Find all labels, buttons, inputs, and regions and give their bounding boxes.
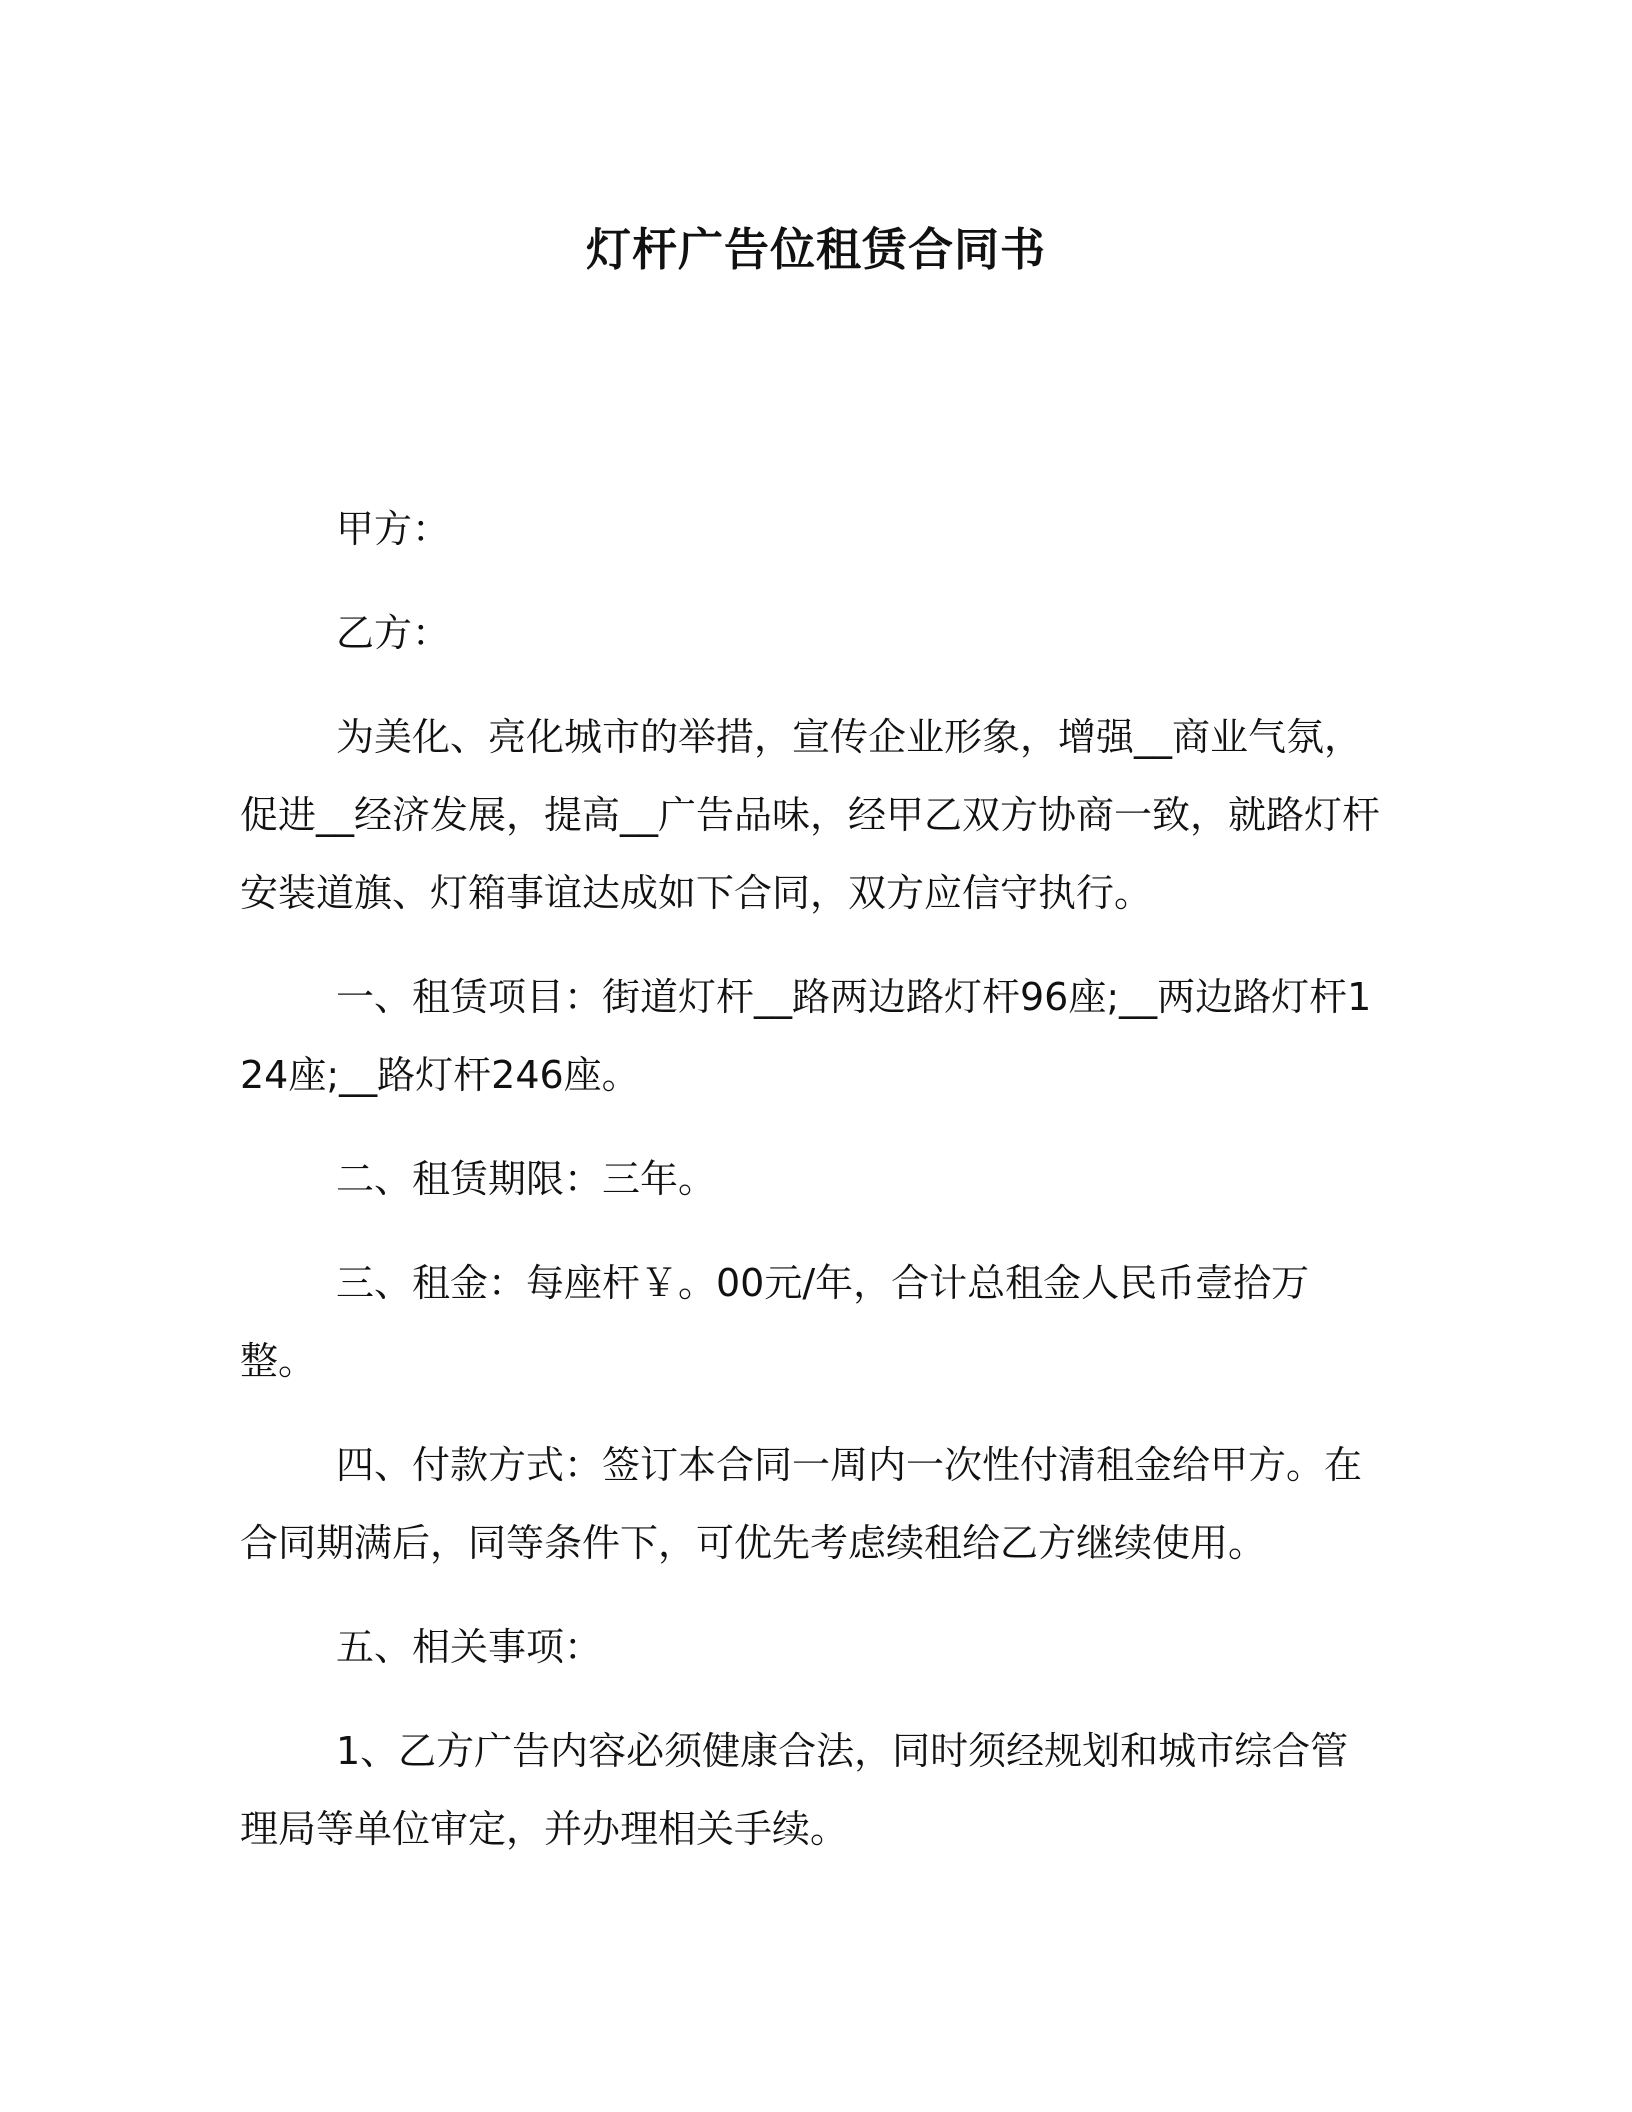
clause-lease-term: 二、租赁期限：三年。 bbox=[336, 1157, 717, 1201]
preamble-paragraph: 为美化、亮化城市的举措，宣传企业形象，增强__商业气氛，促进__经济发展，提高__广告品味，经甲乙双方协商一致，就路灯杆安装道旗、灯箱事谊达成如下合同，双方应信守执行。 bbox=[240, 715, 1381, 915]
party-a-line: 甲方： bbox=[336, 507, 451, 551]
clause-lease-items: 一、租赁项目：街道灯杆__路两边路灯杆96座;__两边路灯杆124座;__路灯杆246座。 bbox=[240, 975, 1372, 1097]
clause-payment: 四、付款方式：签订本合同一周内一次性付清租金给甲方。在合同期满后，同等条件下，可优先考虑续租给乙方继续使用。 bbox=[240, 1443, 1363, 1565]
clause-item-1: 1、乙方广告内容必须健康合法，同时须经规划和城市综合管理局等单位审定，并办理相关手续。 bbox=[240, 1729, 1349, 1851]
clause-rent: 三、租金：每座杆￥。00元/年，合计总租金人民币壹拾万整。 bbox=[240, 1261, 1310, 1383]
clause-related-matters: 五、相关事项： bbox=[336, 1625, 603, 1669]
party-b-line: 乙方： bbox=[336, 611, 451, 655]
document-body bbox=[240, 490, 1380, 1894]
document-title: 灯杆广告位租赁合同书 bbox=[585, 223, 1046, 276]
